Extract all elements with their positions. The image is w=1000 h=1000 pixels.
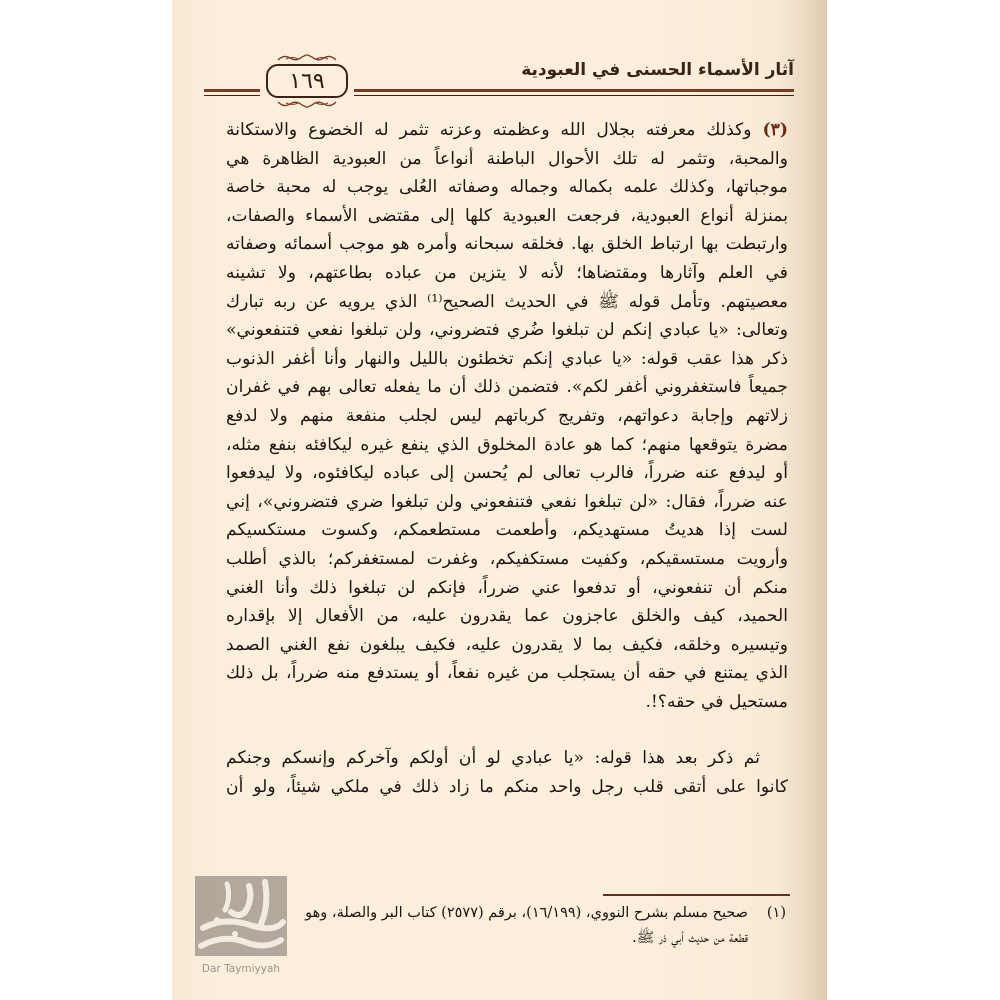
text-line: لست إذا هديتُ مستهديكم، وأطعمت مستطعمكم، وكسوت مستكسيكم [226, 520, 788, 541]
text-line: وتيسيره وخلقه، فكيف بما لا يقدرون عليه، فكيف يبلغون نفع الغني الصمد [226, 634, 788, 655]
header-rule-thin [354, 95, 794, 96]
watermark-caption: Dar Taymiyyah [201, 963, 281, 975]
footnote-separator [603, 894, 790, 896]
page-header [204, 44, 804, 108]
text-line: موجباتها، وكذلك علمه بكماله وجماله وصفاته العُلى يوجب له محبة خاصة [226, 177, 788, 198]
text-line: الحميد، كيف والخلق عاجزون عما يقدرون عليه، من الأفعال إلا بإقداره [226, 606, 788, 627]
dar-taymiyyah-logo-icon [195, 876, 287, 956]
footnote-1 [226, 901, 786, 926]
header-rule-thick [354, 89, 794, 92]
text-line: الذي يمتنع في حقه أن يستجلب من غيره نفعاً، أو يستدفع منه ضرراً، بل ذلك [226, 663, 788, 684]
text-line: والمحبة، وتثمر له تلك الأحوال الباطنة أنواعاً من العبودية الظاهرة هي [226, 148, 788, 169]
footnote-marker: (١) [766, 905, 786, 921]
text-line: ثم ذكر بعد هذا قوله: «يا عبادي لو أن أولكم وآخركم وإنسكم وجنكم [226, 748, 760, 769]
text-line: مستحيل في حقه؟!. [645, 691, 788, 712]
paragraph-marker: (٣) [762, 120, 788, 140]
text-line: عنه ضرراً، فقال: «لن تبلغوا نفعي فتنفعوني ولن تبلغوا ضري فتضروني»، إني [226, 491, 788, 512]
ornament-top-icon [276, 54, 338, 62]
ornament-bottom-icon [276, 100, 338, 108]
text-line: وارتبطت بها ارتباط الخلق بها. فخلقه سبحانه وأمره هو موجب أسمائه وصفاته [226, 234, 788, 255]
text-line: في العلم وآثارها ومقتضاها؛ لأنه لا يتزين من عباده بطاعتهم، ولا تشينه [226, 262, 788, 283]
text-line: بمنزلة أنواع العبودية، فرجعت العبودية كلها إلى مقتضى الأسماء والصفات، [226, 205, 788, 226]
book-page [172, 0, 827, 1000]
page-number-cartouche [266, 64, 348, 98]
body-text [226, 116, 788, 802]
text-line: معصيتهم. وتأمل قوله ﷺ في الحديث الصحيح⁽¹⁾ الذي يرويه عن ربه تبارك [226, 291, 788, 312]
text-line: زلاتهم وإجابة دعواتهم، وتفريج كرباتهم ليس لجلب منفعة منهم ولا لدفع [226, 405, 788, 426]
page-number: ١٦٩ [289, 68, 325, 94]
text-line: منكم أن تنفعوني، أو تدفعوا عني ضرراً، فإنكم لن تبلغوا ذلك وأنا الغني [226, 577, 788, 598]
header-rule-left-thick [204, 89, 260, 92]
paragraph-gap [226, 716, 788, 744]
text-line: وأرويت مستسقيكم، وكفيت مستكفيكم، وغفرت لمستغفركم؛ بالذي أطلب [226, 548, 788, 569]
header-rule-left-thin [204, 95, 260, 96]
footnote-1-continuation: قطعة من حديث أبي ذر ﷺ. [632, 930, 748, 946]
text-line: كانوا على أتقى قلب رجل واحد منكم ما زاد ذلك في ملكي شيئاً، ولو أن [226, 777, 788, 798]
footnote-text: صحيح مسلم بشرح النووي، (١٦/١٩٩)، برقم (٢٥٧٧) كتاب البر والصلة، وهو [305, 905, 748, 921]
text-line: ذكر هذا عقب قوله: «يا عبادي إنكم تخطئون بالليل والنهار وأنا أغفر الذنوب [226, 348, 788, 369]
footnotes [226, 901, 786, 951]
text-line: وتعالى: «يا عبادي إنكم لن تبلغوا ضُري فتضروني، ولن تبلغوا نفعي فتنفعوني» [226, 320, 788, 341]
text-line: مضرة يتوقعها منهم؛ كما هو عادة المخلوق الذي ينفع غيره ليكافئه بنفع مثله، [226, 434, 788, 455]
text-line-content: وكذلك معرفته بجلال الله وعظمته وعزته تثمر له الخضوع والاستكانة [226, 120, 763, 140]
text-line [226, 116, 788, 145]
running-title: آثار الأسماء الحسنى في العبودية [521, 60, 794, 80]
text-line: أو ليدفع عنه ضرراً، فالرب تعالى لم يُحسن إلى عباده ليكافئوه، ولا ليدفعوا [226, 463, 788, 484]
text-line: جميعاً فاستغفروني أغفر لكم». فتضمن ذلك أن ما يفعله تعالى بهم في غفران [226, 377, 788, 398]
